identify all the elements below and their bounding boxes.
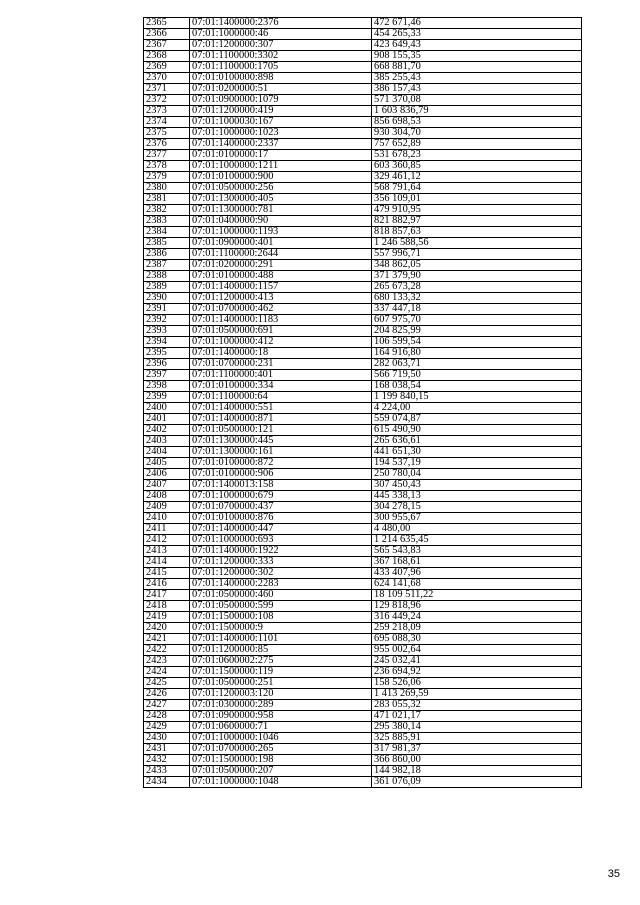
- value-cell: 695 088,30: [372, 634, 582, 645]
- cadastral-number-cell: 07:01:0600002:275: [190, 656, 372, 667]
- value-cell: 531 678,23: [372, 150, 582, 161]
- cadastral-number-cell: 07:01:1400000:2376: [190, 18, 372, 29]
- cadastral-number-cell: 07:01:1100000:401: [190, 370, 372, 381]
- value-cell: 307 450,43: [372, 480, 582, 491]
- cadastral-number-cell: 07:01:0300000:289: [190, 700, 372, 711]
- table-row: [144, 18, 582, 29]
- row-number-cell: 2389: [144, 282, 190, 293]
- table-row: [144, 458, 582, 469]
- value-cell: 300 955,67: [372, 513, 582, 524]
- value-cell: 1 413 269,59: [372, 689, 582, 700]
- table-row: [144, 447, 582, 458]
- cadastral-number-cell: 07:01:1500000:108: [190, 612, 372, 623]
- row-number-cell: 2386: [144, 249, 190, 260]
- row-number-cell: 2378: [144, 161, 190, 172]
- table-row: [144, 777, 582, 788]
- cadastral-number-cell: 07:01:1400000:18: [190, 348, 372, 359]
- table-row: [144, 766, 582, 777]
- value-cell: 1 214 635,45: [372, 535, 582, 546]
- value-cell: 479 910,95: [372, 205, 582, 216]
- cadastral-number-cell: 07:01:0200000:51: [190, 84, 372, 95]
- row-number-cell: 2369: [144, 62, 190, 73]
- row-number-cell: 2428: [144, 711, 190, 722]
- table-row: [144, 304, 582, 315]
- cadastral-number-cell: 07:01:0500000:599: [190, 601, 372, 612]
- row-number-cell: 2427: [144, 700, 190, 711]
- table-row: [144, 722, 582, 733]
- cadastral-number-cell: 07:01:1200000:302: [190, 568, 372, 579]
- cadastral-number-cell: 07:01:1200000:307: [190, 40, 372, 51]
- cadastral-number-cell: 07:01:0700000:265: [190, 744, 372, 755]
- value-cell: 158 526,06: [372, 678, 582, 689]
- value-cell: 757 652,89: [372, 139, 582, 150]
- row-number-cell: 2370: [144, 73, 190, 84]
- cadastral-number-cell: 07:01:1400000:2283: [190, 579, 372, 590]
- row-number-cell: 2406: [144, 469, 190, 480]
- cadastral-number-cell: 07:01:0500000:691: [190, 326, 372, 337]
- value-cell: 194 537,19: [372, 458, 582, 469]
- table-row: [144, 579, 582, 590]
- value-cell: 571 370,08: [372, 95, 582, 106]
- row-number-cell: 2421: [144, 634, 190, 645]
- cadastral-number-cell: 07:01:1400000:551: [190, 403, 372, 414]
- row-number-cell: 2388: [144, 271, 190, 282]
- value-cell: 568 791,64: [372, 183, 582, 194]
- table-row: [144, 491, 582, 502]
- cadastral-number-cell: 07:01:0200000:291: [190, 260, 372, 271]
- value-cell: 454 265,33: [372, 29, 582, 40]
- cadastral-number-cell: 07:01:1000000:1211: [190, 161, 372, 172]
- table-row: [144, 260, 582, 271]
- value-cell: 129 818,96: [372, 601, 582, 612]
- table-row: [144, 227, 582, 238]
- value-cell: 615 490,90: [372, 425, 582, 436]
- value-cell: 441 651,30: [372, 447, 582, 458]
- cadastral-number-cell: 07:01:0100000:906: [190, 469, 372, 480]
- cadastral-number-cell: 07:01:1300000:445: [190, 436, 372, 447]
- row-number-cell: 2390: [144, 293, 190, 304]
- cadastral-number-cell: 07:01:0100000:17: [190, 150, 372, 161]
- table-row: [144, 656, 582, 667]
- cadastral-number-cell: 07:01:1000000:1048: [190, 777, 372, 788]
- table-row: [144, 634, 582, 645]
- table-row: [144, 293, 582, 304]
- value-cell: 106 599,54: [372, 337, 582, 348]
- cadastral-number-cell: 07:01:1000000:1046: [190, 733, 372, 744]
- cadastral-number-cell: 07:01:1500000:9: [190, 623, 372, 634]
- row-number-cell: 2411: [144, 524, 190, 535]
- table-body: [144, 18, 582, 788]
- cadastral-number-cell: 07:01:0900000:958: [190, 711, 372, 722]
- cadastral-number-cell: 07:01:0900000:401: [190, 238, 372, 249]
- value-cell: 445 338,13: [372, 491, 582, 502]
- row-number-cell: 2391: [144, 304, 190, 315]
- table-row: [144, 733, 582, 744]
- table-row: [144, 403, 582, 414]
- value-cell: 337 447,18: [372, 304, 582, 315]
- cadastral-number-cell: 07:01:0700000:462: [190, 304, 372, 315]
- value-cell: 168 038,54: [372, 381, 582, 392]
- value-cell: 472 671,46: [372, 18, 582, 29]
- table-row: [144, 414, 582, 425]
- row-number-cell: 2381: [144, 194, 190, 205]
- row-number-cell: 2431: [144, 744, 190, 755]
- value-cell: 423 649,43: [372, 40, 582, 51]
- value-cell: 4 224,00: [372, 403, 582, 414]
- value-cell: 316 449,24: [372, 612, 582, 623]
- table-row: [144, 678, 582, 689]
- row-number-cell: 2393: [144, 326, 190, 337]
- table-row: [144, 612, 582, 623]
- row-number-cell: 2408: [144, 491, 190, 502]
- row-number-cell: 2368: [144, 51, 190, 62]
- cadastral-number-cell: 07:01:0500000:460: [190, 590, 372, 601]
- value-cell: 1 199 840,15: [372, 392, 582, 403]
- table-row: [144, 689, 582, 700]
- cadastral-number-cell: 07:01:1400000:1101: [190, 634, 372, 645]
- row-number-cell: 2380: [144, 183, 190, 194]
- value-cell: 325 885,91: [372, 733, 582, 744]
- table-row: [144, 326, 582, 337]
- cadastral-number-cell: 07:01:1200000:413: [190, 293, 372, 304]
- row-number-cell: 2375: [144, 128, 190, 139]
- table-row: [144, 249, 582, 260]
- value-cell: 566 719,50: [372, 370, 582, 381]
- cadastral-number-cell: 07:01:1500000:198: [190, 755, 372, 766]
- value-cell: 559 074,87: [372, 414, 582, 425]
- table-row: [144, 183, 582, 194]
- row-number-cell: 2396: [144, 359, 190, 370]
- table-row: [144, 359, 582, 370]
- cadastral-number-cell: 07:01:1400000:1183: [190, 315, 372, 326]
- row-number-cell: 2376: [144, 139, 190, 150]
- cadastral-number-cell: 07:01:0100000:898: [190, 73, 372, 84]
- value-cell: 821 882,97: [372, 216, 582, 227]
- row-number-cell: 2424: [144, 667, 190, 678]
- value-cell: 144 982,18: [372, 766, 582, 777]
- value-cell: 385 255,43: [372, 73, 582, 84]
- row-number-cell: 2434: [144, 777, 190, 788]
- row-number-cell: 2377: [144, 150, 190, 161]
- table-row: [144, 381, 582, 392]
- value-cell: 282 063,71: [372, 359, 582, 370]
- value-cell: 386 157,43: [372, 84, 582, 95]
- cadastral-number-cell: 07:01:1300000:781: [190, 205, 372, 216]
- row-number-cell: 2416: [144, 579, 190, 590]
- value-cell: 259 218,09: [372, 623, 582, 634]
- table-row: [144, 370, 582, 381]
- row-number-cell: 2392: [144, 315, 190, 326]
- value-cell: 4 480,00: [372, 524, 582, 535]
- table-row: [144, 271, 582, 282]
- table-row: [144, 645, 582, 656]
- value-cell: 471 021,17: [372, 711, 582, 722]
- row-number-cell: 2384: [144, 227, 190, 238]
- row-number-cell: 2385: [144, 238, 190, 249]
- table-row: [144, 161, 582, 172]
- cadastral-number-cell: 07:01:1400000:871: [190, 414, 372, 425]
- table-row: [144, 502, 582, 513]
- cadastral-number-cell: 07:01:0900000:1079: [190, 95, 372, 106]
- table-row: [144, 425, 582, 436]
- row-number-cell: 2374: [144, 117, 190, 128]
- table-row: [144, 106, 582, 117]
- row-number-cell: 2417: [144, 590, 190, 601]
- cadastral-number-cell: 07:01:1300000:161: [190, 447, 372, 458]
- row-number-cell: 2419: [144, 612, 190, 623]
- value-cell: 265 636,61: [372, 436, 582, 447]
- row-number-cell: 2399: [144, 392, 190, 403]
- cadastral-number-cell: 07:01:0400000:90: [190, 216, 372, 227]
- row-number-cell: 2401: [144, 414, 190, 425]
- table-row: [144, 568, 582, 579]
- value-cell: 304 278,15: [372, 502, 582, 513]
- row-number-cell: 2418: [144, 601, 190, 612]
- cadastral-number-cell: 07:01:0700000:231: [190, 359, 372, 370]
- row-number-cell: 2402: [144, 425, 190, 436]
- value-cell: 1 246 588,56: [372, 238, 582, 249]
- cadastral-number-cell: 07:01:1200003:120: [190, 689, 372, 700]
- value-cell: 317 981,37: [372, 744, 582, 755]
- row-number-cell: 2372: [144, 95, 190, 106]
- value-cell: 818 857,63: [372, 227, 582, 238]
- table-row: [144, 150, 582, 161]
- table-row: [144, 392, 582, 403]
- table-row: [144, 546, 582, 557]
- cadastral-number-cell: 07:01:1000000:46: [190, 29, 372, 40]
- cadastral-number-cell: 07:01:0500000:207: [190, 766, 372, 777]
- table-row: [144, 84, 582, 95]
- cadastral-number-cell: 07:01:1000000:1193: [190, 227, 372, 238]
- value-cell: 668 881,70: [372, 62, 582, 73]
- table-row: [144, 436, 582, 447]
- cadastral-number-cell: 07:01:1100000:3302: [190, 51, 372, 62]
- table-row: [144, 29, 582, 40]
- row-number-cell: 2420: [144, 623, 190, 634]
- cadastral-number-cell: 07:01:1000000:693: [190, 535, 372, 546]
- page-number: 35: [607, 868, 620, 880]
- table-row: [144, 711, 582, 722]
- row-number-cell: 2414: [144, 557, 190, 568]
- cadastral-number-cell: 07:01:0500000:251: [190, 678, 372, 689]
- table-row: [144, 700, 582, 711]
- table-row: [144, 535, 582, 546]
- cadastral-number-cell: 07:01:1300000:405: [190, 194, 372, 205]
- row-number-cell: 2429: [144, 722, 190, 733]
- cadastral-number-cell: 07:01:0100000:488: [190, 271, 372, 282]
- row-number-cell: 2415: [144, 568, 190, 579]
- table-row: [144, 73, 582, 84]
- value-cell: 236 694,92: [372, 667, 582, 678]
- table-row: [144, 95, 582, 106]
- value-cell: 295 380,14: [372, 722, 582, 733]
- table-row: [144, 469, 582, 480]
- value-cell: 565 543,83: [372, 546, 582, 557]
- table-row: [144, 51, 582, 62]
- table-row: [144, 513, 582, 524]
- cadastral-number-cell: 07:01:1100000:64: [190, 392, 372, 403]
- row-number-cell: 2373: [144, 106, 190, 117]
- cadastral-number-cell: 07:01:0100000:334: [190, 381, 372, 392]
- cadastral-number-cell: 07:01:1200000:333: [190, 557, 372, 568]
- table-row: [144, 40, 582, 51]
- table-row: [144, 557, 582, 568]
- row-number-cell: 2412: [144, 535, 190, 546]
- row-number-cell: 2409: [144, 502, 190, 513]
- cadastral-number-cell: 07:01:1200000:85: [190, 645, 372, 656]
- value-cell: 367 168,61: [372, 557, 582, 568]
- value-cell: 557 996,71: [372, 249, 582, 260]
- table-row: [144, 744, 582, 755]
- cadastral-number-cell: 07:01:0100000:872: [190, 458, 372, 469]
- row-number-cell: 2365: [144, 18, 190, 29]
- row-number-cell: 2430: [144, 733, 190, 744]
- table-row: [144, 337, 582, 348]
- table-row: [144, 128, 582, 139]
- cadastral-number-cell: 07:01:1200000:419: [190, 106, 372, 117]
- row-number-cell: 2366: [144, 29, 190, 40]
- row-number-cell: 2398: [144, 381, 190, 392]
- value-cell: 329 461,12: [372, 172, 582, 183]
- table-row: [144, 62, 582, 73]
- table-row: [144, 315, 582, 326]
- table-row: [144, 216, 582, 227]
- table-row: [144, 194, 582, 205]
- cadastral-number-cell: 07:01:0500000:256: [190, 183, 372, 194]
- cadastral-number-cell: 07:01:1400000:447: [190, 524, 372, 535]
- value-cell: 356 109,01: [372, 194, 582, 205]
- cadastral-number-cell: 07:01:0700000:437: [190, 502, 372, 513]
- value-cell: 361 076,09: [372, 777, 582, 788]
- value-cell: 603 360,85: [372, 161, 582, 172]
- cadastral-number-cell: 07:01:0100000:900: [190, 172, 372, 183]
- table-row: [144, 117, 582, 128]
- cadastral-number-cell: 07:01:1400000:1922: [190, 546, 372, 557]
- cadastral-number-cell: 07:01:1400000:1157: [190, 282, 372, 293]
- table-row: [144, 667, 582, 678]
- table-row: [144, 590, 582, 601]
- cadastral-number-cell: 07:01:1000030:167: [190, 117, 372, 128]
- cadastral-number-cell: 07:01:1400013:158: [190, 480, 372, 491]
- value-cell: 607 975,70: [372, 315, 582, 326]
- cadastral-number-cell: 07:01:1100000:2644: [190, 249, 372, 260]
- row-number-cell: 2367: [144, 40, 190, 51]
- row-number-cell: 2423: [144, 656, 190, 667]
- value-cell: 366 860,00: [372, 755, 582, 766]
- table-row: [144, 139, 582, 150]
- value-cell: 204 825,99: [372, 326, 582, 337]
- table-row: [144, 601, 582, 612]
- row-number-cell: 2397: [144, 370, 190, 381]
- table-row: [144, 238, 582, 249]
- row-number-cell: 2395: [144, 348, 190, 359]
- table-row: [144, 623, 582, 634]
- value-cell: 371 379,90: [372, 271, 582, 282]
- cadastral-number-cell: 07:01:0100000:876: [190, 513, 372, 524]
- value-cell: 624 141,68: [372, 579, 582, 590]
- value-cell: 908 155,35: [372, 51, 582, 62]
- table-row: [144, 524, 582, 535]
- row-number-cell: 2387: [144, 260, 190, 271]
- table-row: [144, 205, 582, 216]
- cadastral-value-table: [143, 17, 582, 788]
- row-number-cell: 2403: [144, 436, 190, 447]
- row-number-cell: 2432: [144, 755, 190, 766]
- row-number-cell: 2383: [144, 216, 190, 227]
- row-number-cell: 2400: [144, 403, 190, 414]
- cadastral-number-cell: 07:01:1000000:679: [190, 491, 372, 502]
- value-cell: 680 133,32: [372, 293, 582, 304]
- value-cell: 1 603 836,79: [372, 106, 582, 117]
- row-number-cell: 2405: [144, 458, 190, 469]
- cadastral-number-cell: 07:01:0600000:71: [190, 722, 372, 733]
- value-cell: 856 698,53: [372, 117, 582, 128]
- cadastral-number-cell: 07:01:0500000:121: [190, 425, 372, 436]
- row-number-cell: 2425: [144, 678, 190, 689]
- value-cell: 348 862,05: [372, 260, 582, 271]
- row-number-cell: 2422: [144, 645, 190, 656]
- value-cell: 18 109 511,22: [372, 590, 582, 601]
- table-row: [144, 172, 582, 183]
- value-cell: 955 002,64: [372, 645, 582, 656]
- row-number-cell: 2413: [144, 546, 190, 557]
- table-row: [144, 348, 582, 359]
- row-number-cell: 2433: [144, 766, 190, 777]
- row-number-cell: 2404: [144, 447, 190, 458]
- cadastral-number-cell: 07:01:1000000:412: [190, 337, 372, 348]
- table-row: [144, 480, 582, 491]
- value-cell: 164 916,80: [372, 348, 582, 359]
- cadastral-number-cell: 07:01:1000000:1023: [190, 128, 372, 139]
- row-number-cell: 2371: [144, 84, 190, 95]
- row-number-cell: 2410: [144, 513, 190, 524]
- row-number-cell: 2407: [144, 480, 190, 491]
- value-cell: 265 673,28: [372, 282, 582, 293]
- value-cell: 930 304,70: [372, 128, 582, 139]
- row-number-cell: 2394: [144, 337, 190, 348]
- row-number-cell: 2426: [144, 689, 190, 700]
- cadastral-number-cell: 07:01:1400000:2337: [190, 139, 372, 150]
- table-row: [144, 755, 582, 766]
- table-row: [144, 282, 582, 293]
- cadastral-number-cell: 07:01:1100000:1705: [190, 62, 372, 73]
- row-number-cell: 2379: [144, 172, 190, 183]
- value-cell: 283 055,32: [372, 700, 582, 711]
- value-cell: 250 780,04: [372, 469, 582, 480]
- value-cell: 245 032,41: [372, 656, 582, 667]
- row-number-cell: 2382: [144, 205, 190, 216]
- value-cell: 433 407,96: [372, 568, 582, 579]
- cadastral-number-cell: 07:01:1500000:119: [190, 667, 372, 678]
